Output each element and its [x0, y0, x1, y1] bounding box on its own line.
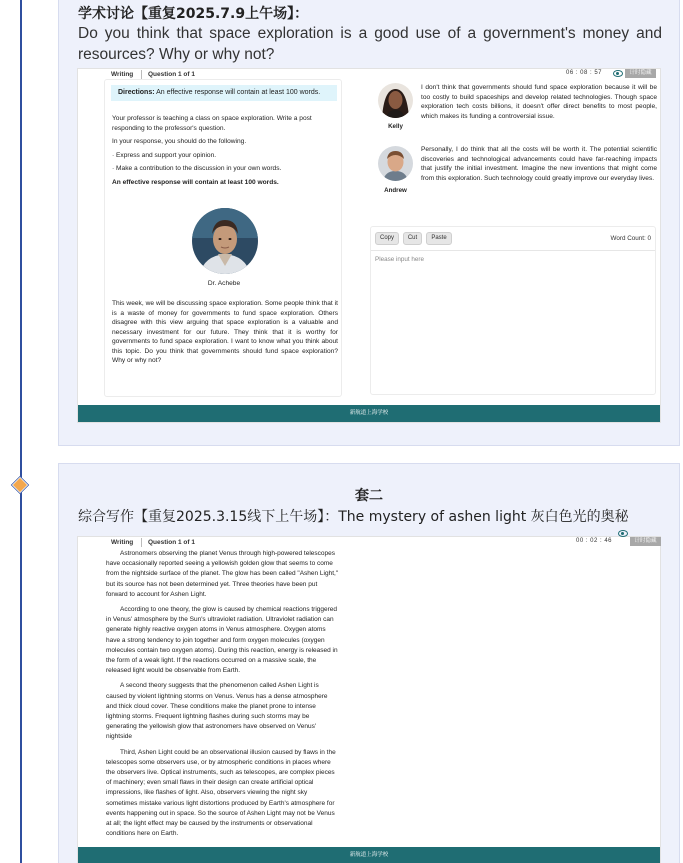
directions-text: An effective response will contain at least 100 words.: [156, 89, 321, 96]
word-count: Word Count: 0: [610, 235, 651, 242]
eye-icon[interactable]: [618, 530, 628, 537]
section-card-1: [58, 0, 680, 446]
footer-bar: 新航道上海学校: [78, 847, 660, 863]
prompt-panel: [104, 79, 342, 397]
section-heading: 学术讨论【重复2025.7.9上午场】：: [78, 6, 309, 22]
question-text: Do you think that space exploration is a good use of a government's money and resources? Why or why not?: [78, 25, 662, 63]
test-topbar: [78, 537, 660, 549]
writing-test-screenshot: [77, 68, 661, 423]
hide-timer-button[interactable]: 计时隐藏: [630, 537, 661, 546]
timeline-diamond-icon: [11, 476, 29, 494]
hide-timer-button[interactable]: 计时隐藏: [625, 69, 656, 78]
passage-paragraph: Astronomers observing the planet Venus through high-powered telescopes have occasionally reported seeing a yellowish golden glow that seems to come from the nightside surface of the planet. The glow has been called "Ashen Light," but its source has not been determined yet. Three theories have been put forward to account for Ashen Light.: [106, 550, 339, 598]
section-heading-2: 综合写作【重复2025.3.15线下上午场】：The mystery of ashen light 灰白色光的奥秘: [78, 509, 629, 525]
directions-label: Directions:: [118, 89, 155, 96]
directions-box: [111, 85, 337, 101]
footer-bar: 新航道上海学校: [78, 405, 660, 422]
instruction-bold: An effective response will contain at least 100 words.: [112, 178, 279, 186]
eye-icon[interactable]: [613, 70, 623, 77]
reading-passage: [106, 549, 340, 844]
passage-paragraph: A second theory suggests that the phenomenon called Ashen Light is caused by violent lightning storms on Venus. Venus has a dense atmosphere and thick cloud cover. These conditions make the planet prone to intense lightning storms. Frequent lightning flashes during such storms may be generating the yellowish glow that astronomers have observed on Venus' nightside: [106, 682, 328, 741]
editor-input[interactable]: Please input here: [375, 256, 425, 263]
instruction-line: · Make a contribution to the discussion in your own words.: [112, 165, 282, 172]
tab-writing[interactable]: Writing: [111, 71, 134, 78]
timer: 00 : 02 : 46: [576, 538, 613, 544]
paste-button[interactable]: Paste: [426, 232, 452, 245]
professor-post: This week, we will be discussing space exploration. Some people think that it is a waste of money for governments to fund space exploration. Others disagree with this view arguing that space exploration is a valuable and necessary investment for our future. They think that it is worthy for governments to fund space exploration. I want to know what you think about this topic. Do you think that governments should fund space exploration? Why or why not?: [112, 300, 338, 364]
andrew-post: Personally, I do think that all the costs will be worth it. The potential scientific discoveries and technological advancements could have far-reaching impacts that justify the initial investment. Imagine the new inventions that might come from this exploration. Such technology could greatly improve our everyday lives.: [421, 146, 657, 182]
reading-test-screenshot: [77, 536, 661, 863]
set-title: 套二: [355, 488, 383, 504]
tab-question[interactable]: Question 1 of 1: [148, 539, 195, 546]
timeline-line: [20, 0, 22, 863]
section-card-2: [58, 463, 680, 863]
kelly-post: I don't think that governments should fund space exploration because it will be too costly to build spaceships and develop related technologies. Though space exploration tech costs billions, it doesn't offer direct benefits to most people, which makes its funding a controversial issue.: [421, 84, 657, 120]
passage-paragraph: According to one theory, the glow is caused by chemical reactions triggered in Venus' atmosphere by the Sun's ultraviolet radiation. Ultraviolet radiation can generate highly reactive oxygen atoms in Venus atmosphere. Oxygen atoms have a strong tendency to join together and form oxygen molecules (oxygen molecules contain two oxygen atoms). During this reaction, energy is released in the form of a weak light. If the reactions occurred on a massive scale, the released light would be observable from Earth.: [106, 606, 338, 675]
tab-question[interactable]: Question 1 of 1: [148, 71, 195, 78]
kelly-name: Kelly: [388, 123, 403, 130]
timer: 06 : 08 : 57: [566, 70, 603, 76]
copy-button[interactable]: Copy: [375, 232, 399, 245]
instruction-line: In your response, you should do the following.: [112, 138, 247, 145]
kelly-avatar: [378, 83, 413, 118]
instructions: [112, 114, 340, 187]
andrew-avatar: [378, 146, 413, 181]
tab-writing[interactable]: Writing: [111, 539, 134, 546]
response-editor: [370, 226, 656, 395]
passage-paragraph: Third, Ashen Light could be an observational illusion caused by flaws in the telescopes some observers use, or by atmospheric conditions in places where the observers live. Optical instruments, such as telescopes, are complex pieces of machinery; even small flaws in their design can create artificial optical impressions, like flashes of light. Also, observers viewing the night sky sometimes mistake various light distortions produced by Earth's atmosphere for events happening out in space. So the source of Ashen Light may not be Venus at all; the light effect may be caused by the instruments or observational conditions here on Earth.: [106, 748, 336, 838]
cut-button[interactable]: Cut: [403, 232, 422, 245]
professor-name: Dr. Achebe: [207, 280, 241, 287]
instruction-line: Your professor is teaching a class on space exploration. Write a post responding to the professor's question.: [112, 115, 312, 132]
andrew-name: Andrew: [384, 187, 407, 194]
professor-avatar: [192, 208, 258, 274]
instruction-line: · Express and support your opinion.: [112, 151, 217, 159]
